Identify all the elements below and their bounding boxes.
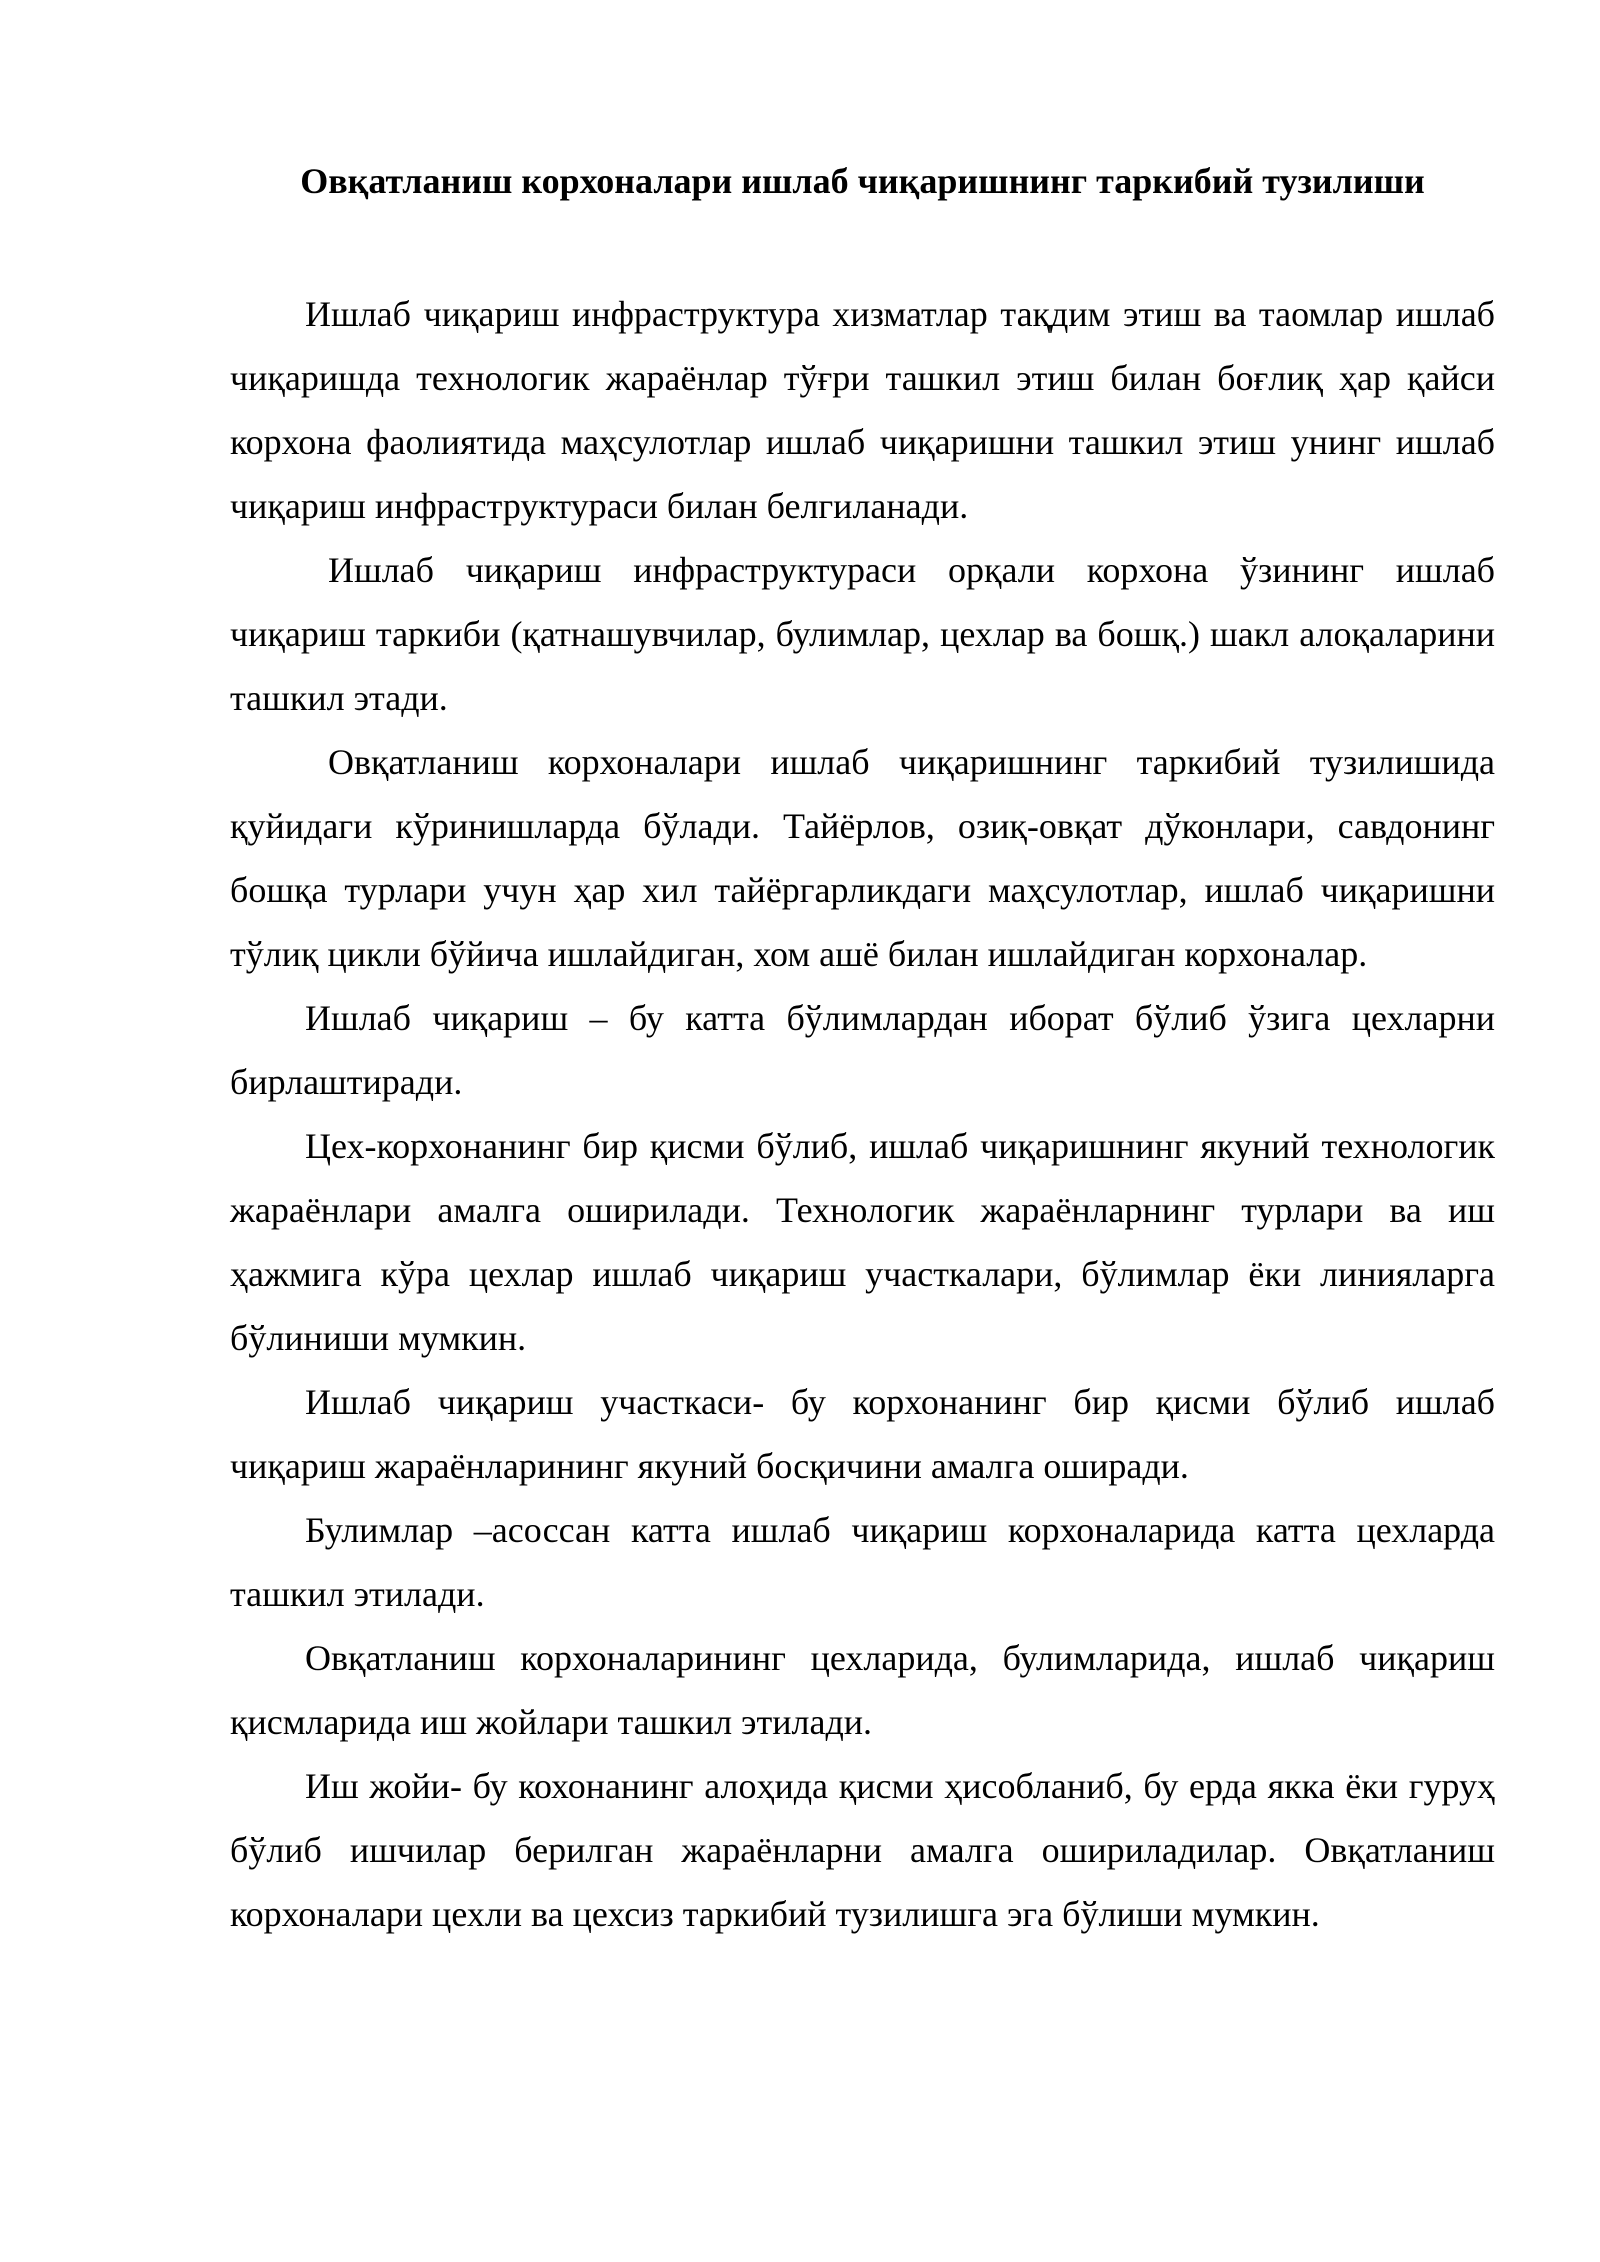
paragraph: Булимлар –асоссан катта ишлаб чиқариш корхоналарида катта цехларда ташкил этилади.	[230, 1510, 1495, 1614]
document-body	[230, 282, 1495, 1946]
document-title: Овқатланиш корхоналари ишлаб чиқаришнинг таркибий тузилиши	[300, 161, 1425, 201]
paragraph: Ишлаб чиқариш инфраструктураси орқали корхона ўзининг ишлаб чиқариш таркиби (қатнашувчилар, булимлар, цехлар ва бошқ.) шакл алоқаларини ташкил этади.	[230, 550, 1495, 718]
paragraph: Ишлаб чиқариш – бу катта бўлимлардан иборат бўлиб ўзига цехларни бирлаштиради.	[230, 998, 1495, 1102]
paragraph: Овқатланиш корхоналарининг цехларида, булимларида, ишлаб чиқариш қисмларида иш жойлари ташкил этилади.	[230, 1638, 1495, 1742]
paragraph: Иш жойи- бу кохонанинг алоҳида қисми ҳисобланиб, бу ерда якка ёки гуруҳ бўлиб ишчилар берилган жараёнларни амалга ошириладилар. Овқатланиш корхоналари цехли ва цехсиз таркибий тузилишга эга бўлиши мумкин.	[230, 1766, 1495, 1934]
paragraph: Овқатланиш корхоналари ишлаб чиқаришнинг таркибий тузилишида қуйидаги кўринишларда бўлади. Тайёрлов, озиқ-овқат дўконлари, савдонинг бошқа турлари учун ҳар хил тайёргарликдаги маҳсулотлар, ишлаб чиқаришни тўлиқ цикли бўйича ишлайдиган, хом ашё билан ишлайдиган корхоналар.	[230, 742, 1495, 974]
paragraph: Ишлаб чиқариш участкаси- бу корхонанинг бир қисми бўлиб ишлаб чиқариш жараёнларининг якуний босқичини амалга оширади.	[230, 1382, 1495, 1486]
paragraph: Цех-корхонанинг бир қисми бўлиб, ишлаб чиқаришнинг якуний технологик жараёнлари амалга оширилади. Технологик жараёнларнинг турлари ва иш ҳажмига кўра цехлар ишлаб чиқариш участкалари, бўлимлар ёки линияларга бўлиниши мумкин.	[230, 1126, 1495, 1358]
paragraph: Ишлаб чиқариш инфраструктура хизматлар тақдим этиш ва таомлар ишлаб чиқаришда технологик жараёнлар тўғри ташкил этиш билан боғлиқ ҳар қайси корхона фаолиятида маҳсулотлар ишлаб чиқаришни ташкил этиш унинг ишлаб чиқариш инфраструктураси билан белгиланади.	[230, 294, 1495, 526]
